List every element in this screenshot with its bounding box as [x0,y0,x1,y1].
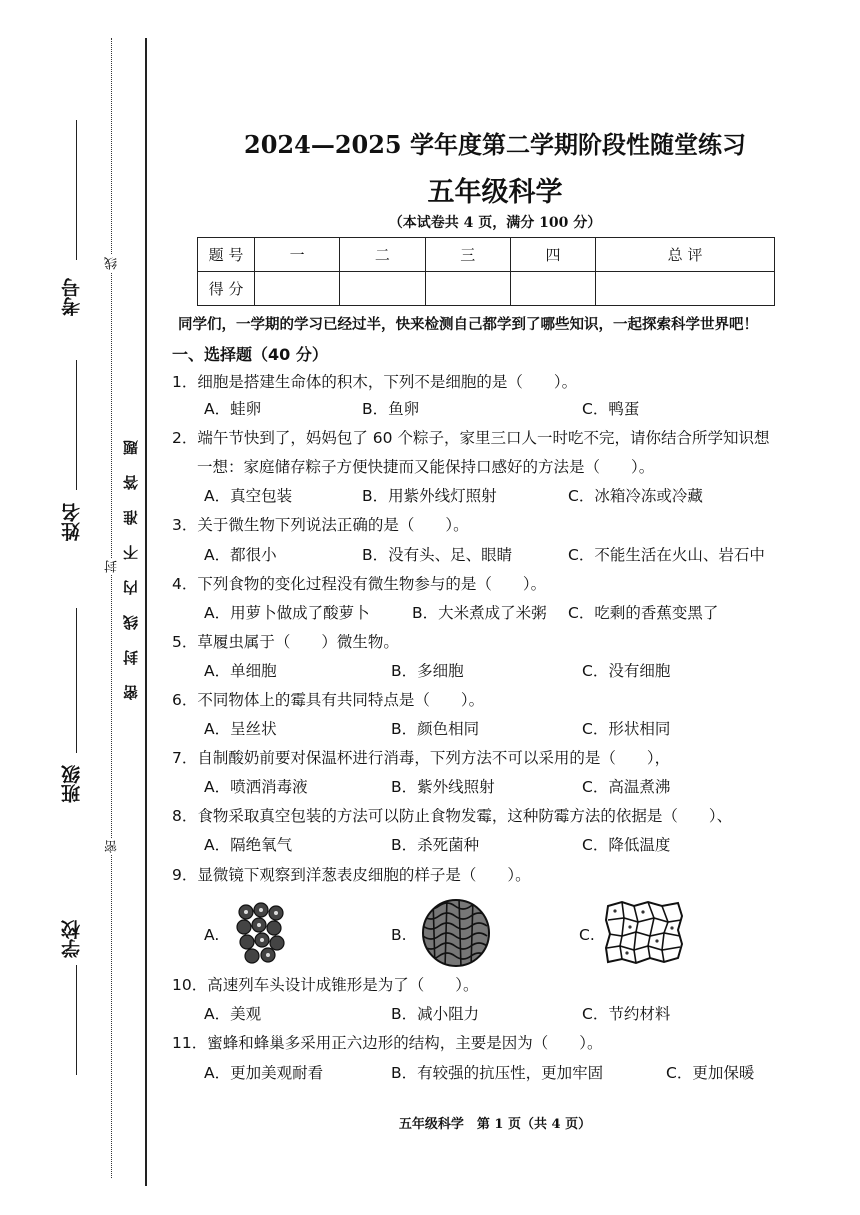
school-line [76,965,77,1075]
score-cell[interactable] [255,272,340,306]
option-a: A．更加美观耐看 [204,1064,324,1082]
option-c: C．鸭蛋 [582,400,640,418]
question-2-cont: 一想：家庭储存粽子方便快捷而又能保持口感好的方法是（ ）。 [197,458,655,476]
option-b: B．大米煮成了米粥 [412,604,547,622]
question-5: 5．草履虫属于（ ）微生物。 [172,633,399,651]
option-b: B．没有头、足、眼睛 [362,546,513,564]
option-c: C．降低温度 [582,836,671,854]
score-cell[interactable] [510,272,595,306]
cut-mark-xian: 线 [105,257,120,270]
option-c: C．冰箱冷冻或冷藏 [568,487,703,505]
option-c: C．不能生活在火山、岩石中 [568,546,765,564]
subject-title: 五年级科学 [427,177,563,208]
option-a: A．单细胞 [204,662,277,680]
option-b: B．多细胞 [391,662,464,680]
question-6: 6．不同物体上的霉具有共同特点是（ ）。 [172,691,485,709]
option-c: C．形状相同 [582,720,671,738]
table-cell: 三 [425,238,510,272]
option-b: B．用紫外线灯照射 [362,487,497,505]
options-2 [204,481,824,511]
option-b: B．颜色相同 [391,720,480,738]
cell-image-b [421,898,491,968]
options-9 [204,920,824,950]
option-b: B．减小阻力 [391,1005,480,1023]
exam-title: 2024—2025 学年度第二学期阶段性随堂练习 [244,130,746,159]
question-4: 4．下列食物的变化过程没有微生物参与的是（ ）。 [172,575,547,593]
options-3 [204,540,824,570]
table-cell: 得 分 [198,272,255,306]
option-c: C．更加保暖 [666,1064,755,1082]
table-cell: 一 [255,238,340,272]
option-a: A．美观 [204,1005,262,1023]
options-8 [204,830,824,860]
binding-dotted-line [111,38,112,1178]
score-cell[interactable] [340,272,425,306]
name-label: 姓名 [61,503,83,541]
seal-notice: 密封线内不准答题 [122,420,140,700]
option-c: C．吃剩的香蕉变黑了 [568,604,719,622]
class-label: 班级 [61,765,83,803]
exam-number-line [76,120,77,260]
class-line [76,608,77,753]
score-cell[interactable] [596,272,775,306]
score-cell[interactable] [425,272,510,306]
score-table [197,237,775,306]
score-table-header-row [198,238,775,272]
option-b: B．鱼卵 [362,400,420,418]
school-label: 学校 [61,920,83,958]
option-a: A. [204,926,220,944]
options-1 [204,394,824,424]
option-a: A．蛙卵 [204,400,262,418]
option-a: A．都很小 [204,546,277,564]
section-heading: 一、选择题（40 分） [172,345,328,364]
option-c: C．高温煮沸 [582,778,671,796]
option-a: A．隔绝氧气 [204,836,293,854]
table-cell: 总 评 [596,238,775,272]
option-b: B．杀死菌种 [391,836,480,854]
intro-text: 同学们，一学期的学习已经过半，快来检测自己都学到了哪些知识，一起探索科学世界吧！ [178,316,758,333]
question-2: 2．端午节快到了，妈妈包了 60 个粽子，家里三口人一时吃不完，请你结合所学知识想 [172,429,770,447]
question-3: 3．关于微生物下列说法正确的是（ ）。 [172,516,469,534]
cut-mark-mi: 密 [105,840,120,853]
option-c: C. [579,926,595,944]
cut-mark-feng: 封 [105,560,120,573]
question-11: 11．蜜蜂和蜂巢多采用正六边形的结构，主要是因为（ ）。 [172,1034,603,1052]
options-7 [204,772,824,802]
name-line [76,360,77,490]
question-7: 7．自制酸奶前要对保温杯进行消毒，下列方法不可以采用的是（ ）， [172,749,671,767]
exam-note: （本试卷共 4 页，满分 100 分） [388,215,602,231]
score-table-score-row [198,272,775,306]
options-4 [204,598,824,628]
option-a: A．呈丝状 [204,720,277,738]
option-c: C．没有细胞 [582,662,671,680]
table-cell: 题 号 [198,238,255,272]
options-5 [204,656,824,686]
option-c: C．节约材料 [582,1005,671,1023]
binding-solid-line [145,38,147,1186]
exam-number-label: 考号 [61,278,83,316]
question-1: 1．细胞是搭建生命体的积木，下列不是细胞的是（ ）。 [172,373,578,391]
options-11 [204,1058,824,1088]
option-b: B．有较强的抗压性，更加牢固 [391,1064,604,1082]
cell-image-c [604,900,684,965]
options-6 [204,714,824,744]
question-10: 10．高速列车头设计成锥形是为了（ ）。 [172,976,479,994]
option-b: B．紫外线照射 [391,778,495,796]
option-b: B. [391,926,407,944]
options-10 [204,999,824,1029]
question-9: 9．显微镜下观察到洋葱表皮细胞的样子是（ ）。 [172,866,531,884]
page-footer: 五年级科学 第 1 页（共 4 页） [398,1117,592,1132]
option-a: A．喷洒消毒液 [204,778,308,796]
table-cell: 二 [340,238,425,272]
table-cell: 四 [510,238,595,272]
option-a: A．真空包装 [204,487,293,505]
option-a: A．用萝卜做成了酸萝卜 [204,604,370,622]
question-8: 8．食物采取真空包装的方法可以防止食物发霉，这种防霉方法的依据是（ ）、 [172,807,733,825]
cell-image-a [234,902,290,964]
